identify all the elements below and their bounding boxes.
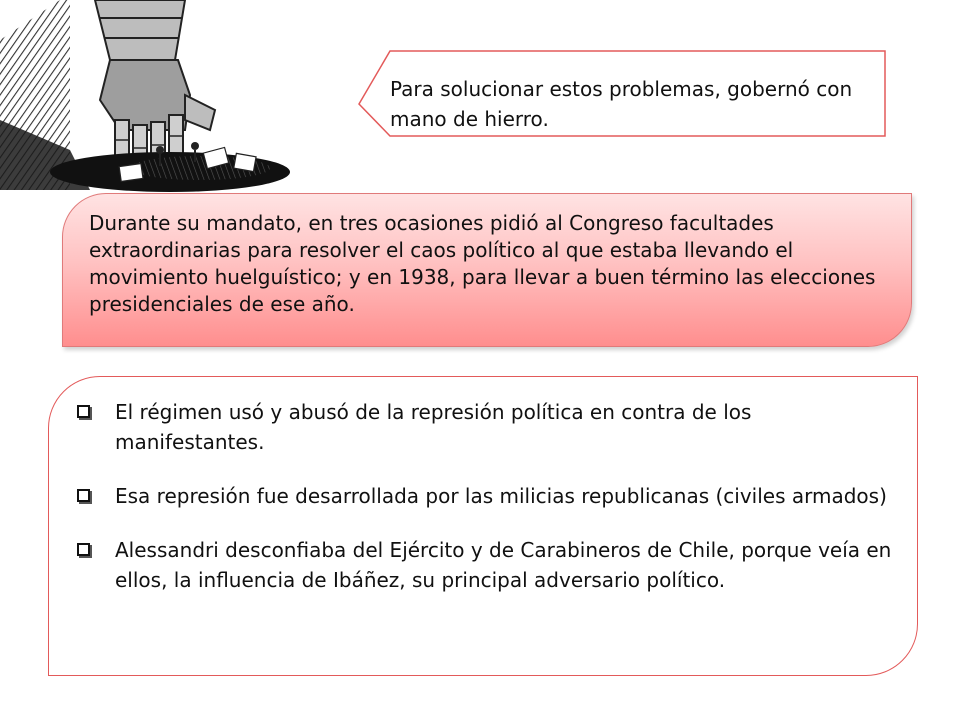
checkbox-bullet-icon: [77, 489, 90, 502]
mandato-text: Durante su mandato, en tres ocasiones pidió al Congreso facultades extraordinarias para resolver el caos político al que estaba llevando el movimiento huelguístico; y en 1938, para llevar a buen término las elecciones presidenciales de ese año.: [89, 211, 876, 316]
mandato-box: [62, 193, 912, 347]
checkbox-bullet-icon: [77, 543, 90, 556]
bullet-text: Alessandri desconfiaba del Ejército y de Carabineros de Chile, porque veía en ellos, la influencia de Ibáñez, su principal adversario político.: [115, 538, 892, 592]
bullet-item: [75, 535, 895, 595]
arrow-callout: [358, 50, 886, 158]
bullet-list: [75, 397, 895, 619]
checkbox-bullet-icon: [77, 405, 90, 418]
bullet-text: El régimen usó y abusó de la represión política en contra de los manifestantes.: [115, 400, 752, 454]
bullet-text: Esa represión fue desarrollada por las milicias republicanas (civiles armados): [115, 484, 887, 508]
bullet-item: [75, 397, 895, 457]
bullet-item: [75, 481, 895, 511]
callout-text: Para solucionar estos problemas, gobernó con mano de hierro.: [390, 77, 853, 131]
iron-fist-illustration: [0, 0, 330, 200]
bullet-box: [48, 376, 918, 676]
